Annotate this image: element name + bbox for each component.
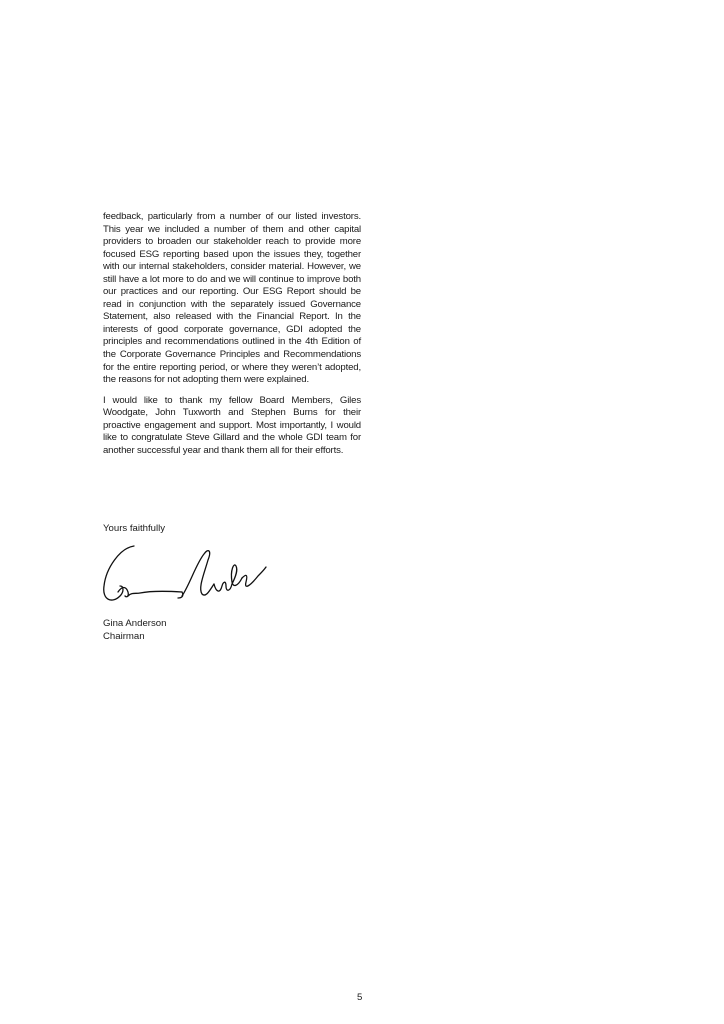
signatory-block [103, 618, 166, 643]
letter-body [103, 211, 361, 457]
handwritten-signature-icon [98, 540, 268, 610]
letter-paragraph-1: feedback, particularly from a number of our listed investors. This year we included a number of them and other capital providers to broaden our stakeholder reach to provide more focused ESG reporting based upon the issues they, together with our internal stakeholders, consider material. However, we still have a lot more to do and we will continue to improve both our practices and our reporting. Our ESG Report should be read in conjunction with the separately issued Governance Statement, also released with the Financial Report. In the interests of good corporate governance, GDI adopted the principles and recommendations outlined in the 4th Edition of the Corporate Governance Principles and Recommendations for the entire reporting period, or where they weren’t adopted, the reasons for not adopting them were explained. [103, 211, 361, 386]
page-number: 5 [357, 992, 363, 1003]
signatory-title: Chairman [103, 630, 145, 642]
letter-closing: Yours faithfully [103, 523, 166, 534]
letter-paragraph-2: I would like to thank my fellow Board Members, Giles Woodgate, John Tuxworth and Stephen Burns for their proactive engagement and support. Most importantly, I would like to congratulate Steve Gillard and the whole GDI team for another successful year and thank them all for their efforts. [103, 394, 361, 456]
signatory-name: Gina Anderson [103, 618, 167, 629]
